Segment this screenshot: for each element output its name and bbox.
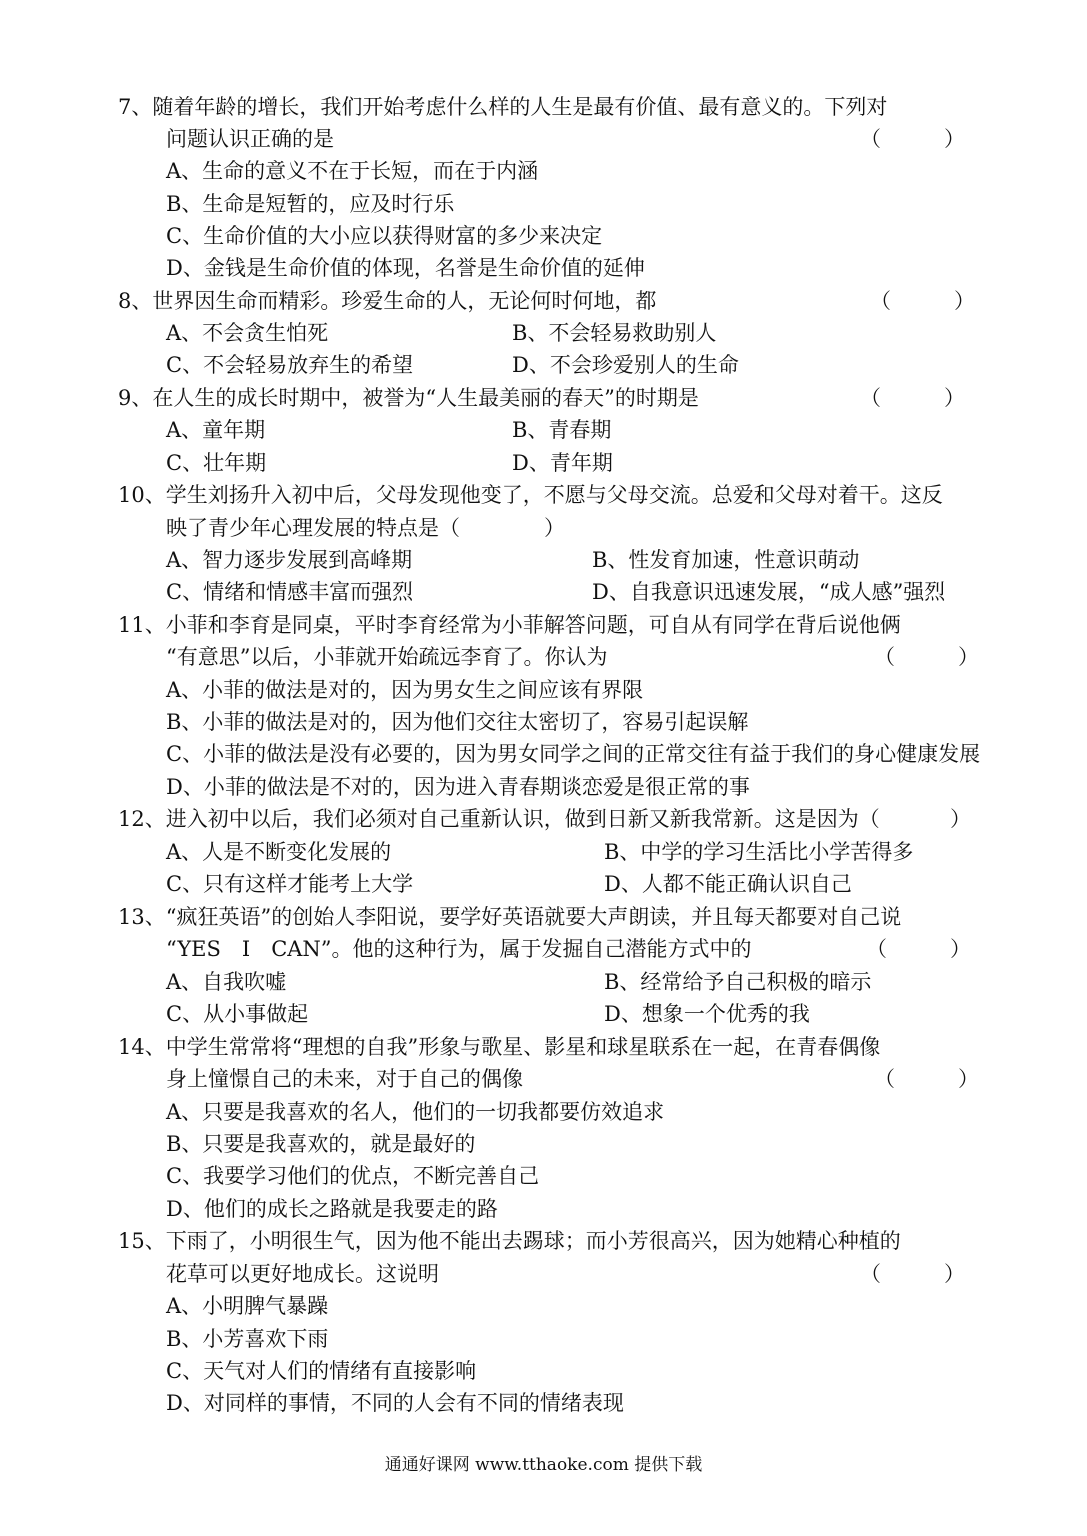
question-15-option-d: D、对同样的事情，不同的人会有不同的情绪表现 xyxy=(166,1391,624,1415)
question-12-answer-blank: ） xyxy=(950,807,971,831)
question-9-option-d: D、青年期 xyxy=(512,451,613,475)
question-15-option-a: A、小明脾气暴躁 xyxy=(166,1294,329,1318)
question-11-option-d: D、小菲的做法是不对的，因为进入青春期谈恋爱是很正常的事 xyxy=(166,775,750,799)
question-14-stem-line-2: 身上憧憬自己的未来，对于自己的偶像 xyxy=(166,1067,523,1091)
question-13-option-a: A、自我吹嘘 xyxy=(166,970,287,994)
question-11-option-b: B、小菲的做法是对的，因为他们交往太密切了，容易引起误解 xyxy=(166,710,749,734)
question-11-option-c: C、小菲的做法是没有必要的，因为男女同学之间的正常交往有益于我们的身心健康发展 xyxy=(166,742,981,766)
question-7-stem-line-2: 问题认识正确的是 xyxy=(166,127,334,151)
question-14-option-b: B、只要是我喜欢的，就是最好的 xyxy=(166,1132,476,1156)
question-13-option-c: C、从小事做起 xyxy=(166,1002,309,1026)
question-8-stem-line-1: 8、世界因生命而精彩。珍爱生命的人，无论何时何地，都 xyxy=(118,289,657,313)
question-7-option-b: B、生命是短暂的，应及时行乐 xyxy=(166,192,455,216)
question-14-stem-line-1: 14、中学生常常将“理想的自我”形象与歌星、影星和球星联系在一起，在青春偶像 xyxy=(118,1035,881,1059)
page-footer: 通通好课网 www.tthaoke.com 提供下载 xyxy=(384,1455,703,1475)
question-14-option-d: D、他们的成长之路就是我要走的路 xyxy=(166,1197,498,1221)
question-8-answer-blank: （ ） xyxy=(870,289,975,313)
question-14-answer-blank: （ ） xyxy=(874,1067,979,1091)
question-9-option-b: B、青春期 xyxy=(512,418,612,442)
question-7-option-a: A、生命的意义不在于长短，而在于内涵 xyxy=(166,159,539,183)
question-12-option-d: D、人都不能正确认识自己 xyxy=(604,872,852,896)
question-13-answer-blank: （ ） xyxy=(866,937,971,961)
question-7-answer-blank: （ ） xyxy=(860,127,965,151)
question-10-option-c: C、情绪和情感丰富而强烈 xyxy=(166,580,414,604)
question-9-option-a: A、童年期 xyxy=(166,418,266,442)
question-14-option-a: A、只要是我喜欢的名人，他们的一切我都要仿效追求 xyxy=(166,1100,665,1124)
question-10-option-a: A、智力逐步发展到高峰期 xyxy=(166,548,413,572)
question-11-stem-line-1: 11、小菲和李育是同桌，平时李育经常为小菲解答问题，可自从有同学在背后说他俩 xyxy=(118,613,901,637)
question-15-stem-line-2: 花草可以更好地成长。这说明 xyxy=(166,1262,439,1286)
question-15-option-b: B、小芳喜欢下雨 xyxy=(166,1327,329,1351)
question-8-option-b: B、不会轻易救助别人 xyxy=(512,321,717,345)
question-10-option-d: D、自我意识迅速发展，“成人感”强烈 xyxy=(592,580,946,604)
question-12-option-c: C、只有这样才能考上大学 xyxy=(166,872,414,896)
question-8-option-d: D、不会珍爱别人的生命 xyxy=(512,353,739,377)
question-9-answer-blank: （ ） xyxy=(860,386,965,410)
question-7-option-d: D、金钱是生命价值的体现，名誉是生命价值的延伸 xyxy=(166,256,645,280)
question-13-option-b: B、经常给予自己积极的暗示 xyxy=(604,970,872,994)
question-12-option-a: A、人是不断变化发展的 xyxy=(166,840,392,864)
question-15-answer-blank: （ ） xyxy=(860,1262,965,1286)
question-15-stem-line-1: 15、下雨了，小明很生气，因为他不能出去踢球；而小芳很高兴，因为她精心种植的 xyxy=(118,1229,901,1253)
question-7-option-c: C、生命价值的大小应以获得财富的多少来决定 xyxy=(166,224,603,248)
question-10-stem-line-1: 10、学生刘扬升入初中后，父母发现他变了，不愿与父母交流。总爱和父母对着干。这反 xyxy=(118,483,943,507)
question-11-stem-line-2: “有意思”以后，小菲就开始疏远李育了。你认为 xyxy=(166,645,608,669)
question-13-stem-line-1: 13、“疯狂英语”的创始人李阳说，要学好英语就要大声朗读，并且每天都要对自己说 xyxy=(118,905,902,929)
question-14-option-c: C、我要学习他们的优点，不断完善自己 xyxy=(166,1164,540,1188)
question-10-option-b: B、性发育加速，性意识萌动 xyxy=(592,548,860,572)
question-12-option-b: B、中学的学习生活比小学苦得多 xyxy=(604,840,914,864)
question-13-option-d: D、想象一个优秀的我 xyxy=(604,1002,810,1026)
question-11-option-a: A、小菲的做法是对的，因为男女生之间应该有界限 xyxy=(166,678,644,702)
question-10-stem-line-2: 映了青少年心理发展的特点是（ ） xyxy=(166,516,565,540)
question-8-option-c: C、不会轻易放弃生的希望 xyxy=(166,353,414,377)
question-15-option-c: C、天气对人们的情绪有直接影响 xyxy=(166,1359,477,1383)
question-7-stem-line-1: 7、随着年龄的增长，我们开始考虑什么样的人生是最有价值、最有意义的。下列对 xyxy=(118,95,888,119)
question-11-answer-blank: （ ） xyxy=(874,645,979,669)
question-12-stem-line-1: 12、进入初中以后，我们必须对自己重新认识，做到日新又新我常新。这是因为（ xyxy=(118,807,880,831)
question-9-option-c: C、壮年期 xyxy=(166,451,267,475)
question-8-option-a: A、不会贪生怕死 xyxy=(166,321,329,345)
question-9-stem-line-1: 9、在人生的成长时期中，被誉为“人生最美丽的春天”的时期是 xyxy=(118,386,699,410)
question-13-stem-line-2: “YES I CAN”。他的这种行为，属于发掘自己潜能方式中的 xyxy=(166,937,752,961)
